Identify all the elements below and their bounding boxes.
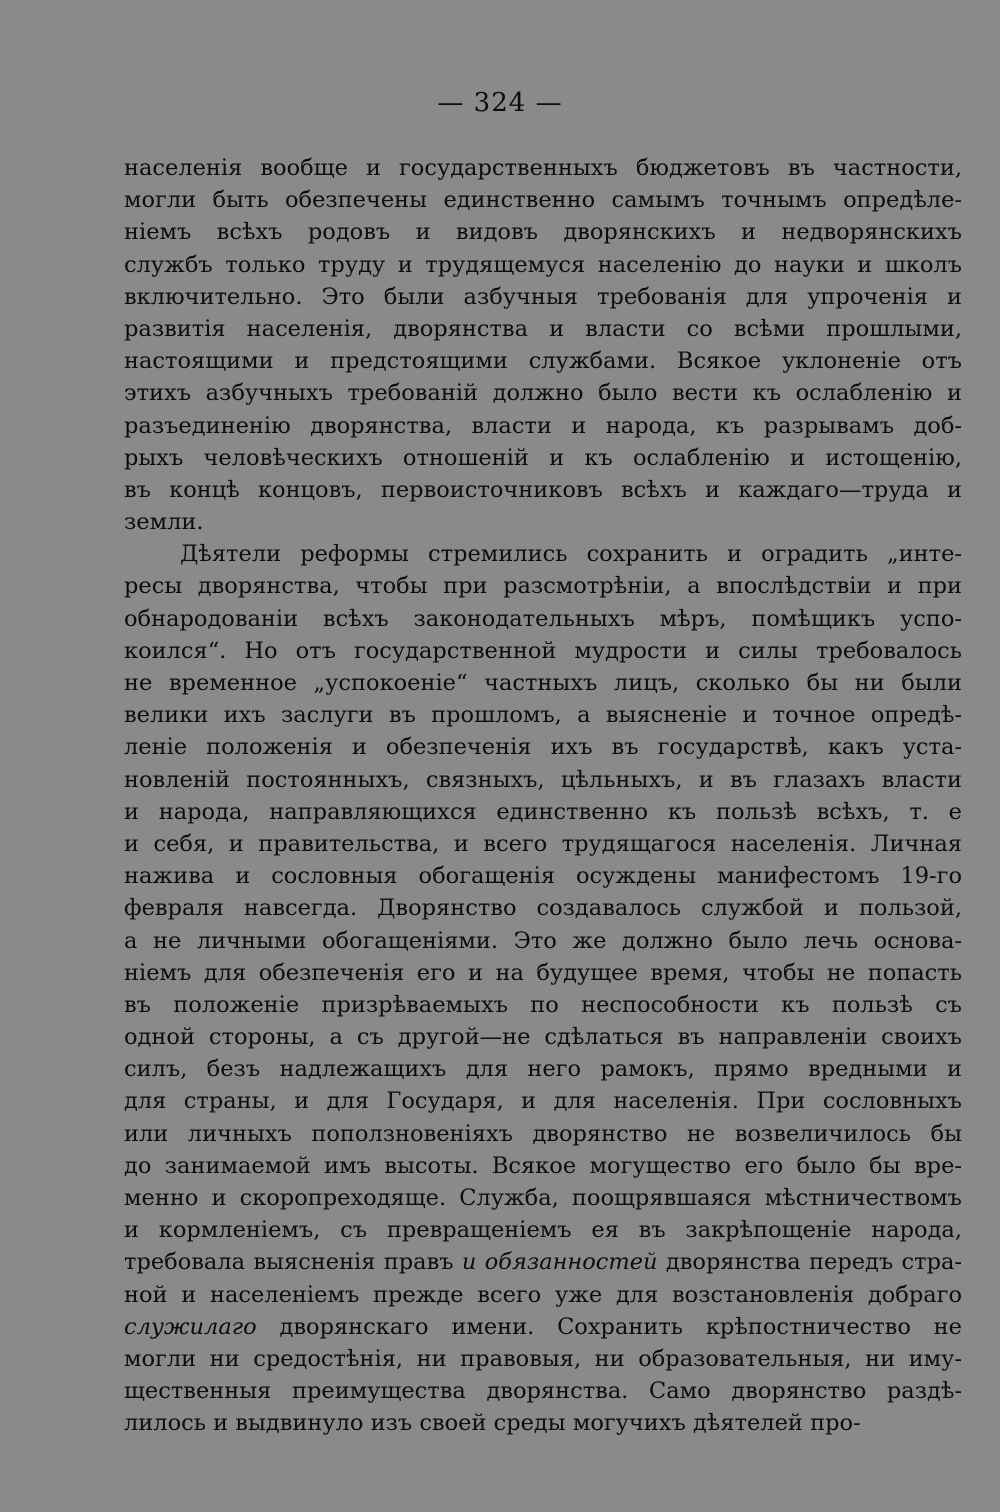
text-segment: одной стороны, а съ другой—не сдѣлаться въ направленіи своихъ bbox=[124, 1024, 962, 1051]
text-segment: разъединенію дворянства, власти и народа, къ разрывамъ доб- bbox=[124, 412, 962, 439]
text-line bbox=[124, 1407, 962, 1439]
italic-text: и обязанностей bbox=[461, 1249, 658, 1276]
text-segment: могли быть обезпечены единственно самымъ точнымъ опредѣле- bbox=[124, 187, 962, 214]
text-line bbox=[124, 1182, 962, 1214]
text-segment: въ положеніе призрѣваемыхъ по неспособности къ пользѣ съ bbox=[124, 991, 962, 1018]
text-line bbox=[124, 249, 962, 281]
text-segment: силъ, безъ надлежащихъ для него рамокъ, прямо вредными и bbox=[124, 1056, 962, 1083]
text-line bbox=[124, 1246, 962, 1278]
text-segment: коился“. Но отъ государственной мудрости и силы требовалось bbox=[124, 637, 962, 664]
text-segment: леніе положенія и обезпеченія ихъ въ государствѣ, какъ уста- bbox=[124, 734, 962, 761]
paragraph bbox=[124, 152, 962, 538]
page-body-text bbox=[124, 152, 962, 1440]
text-line bbox=[124, 313, 962, 345]
text-line bbox=[124, 828, 962, 860]
text-segment: ной и населеніемъ прежде всего уже для возстановленія добраго bbox=[124, 1281, 962, 1308]
text-segment: рыхъ человѣческихъ отношеній и къ ослабленію и истощенію, bbox=[124, 444, 962, 471]
text-segment: лилось и выдвинуло изъ своей среды могучихъ дѣятелей про- bbox=[124, 1410, 861, 1437]
text-line bbox=[124, 1311, 962, 1343]
text-line bbox=[124, 892, 962, 924]
text-line bbox=[124, 442, 962, 474]
text-segment: ніемъ всѣхъ родовъ и видовъ дворянскихъ и недворянскихъ bbox=[124, 219, 962, 246]
text-line bbox=[124, 731, 962, 763]
text-line bbox=[124, 1021, 962, 1053]
text-segment: а не личными обогащеніями. Это же должно было лечь основа- bbox=[124, 927, 962, 954]
text-segment: и себя, и правительства, и всего трудящагося населенія. Личная bbox=[124, 830, 962, 857]
text-segment: не временное „успокоеніе“ частныхъ лицъ, сколько бы ни были bbox=[124, 670, 962, 696]
text-line bbox=[124, 860, 962, 892]
text-line bbox=[124, 699, 962, 731]
text-line bbox=[124, 667, 962, 699]
text-line bbox=[124, 1343, 962, 1375]
text-segment: Дѣятели реформы стремились сохранить и оградить „инте- bbox=[180, 541, 962, 568]
text-segment: въ концѣ концовъ, первоисточниковъ всѣхъ и каждаго—труда и bbox=[124, 476, 962, 503]
text-line bbox=[124, 216, 962, 248]
text-segment: до занимаемой имъ высоты. Всякое могущество его было бы вре- bbox=[124, 1152, 962, 1179]
text-segment: дворянства передъ стра- bbox=[657, 1249, 962, 1276]
text-line bbox=[124, 764, 962, 796]
text-line bbox=[124, 1279, 962, 1311]
text-line bbox=[124, 345, 962, 377]
text-line bbox=[124, 184, 962, 216]
text-segment: и народа, направляющихся единственно къ пользѣ всѣхъ, т. е bbox=[124, 798, 962, 825]
text-segment: населенія вообще и государственныхъ бюджетовъ въ частности, bbox=[124, 155, 962, 181]
text-line bbox=[124, 957, 962, 989]
text-line bbox=[124, 1085, 962, 1117]
text-segment: включительно. Это были азбучныя требованія для упроченія и bbox=[124, 283, 962, 310]
text-line bbox=[124, 410, 962, 442]
text-segment: и кормленіемъ, съ превращеніемъ ея въ закрѣпощеніе народа, bbox=[124, 1217, 962, 1244]
text-line bbox=[124, 474, 962, 506]
text-segment: обнародованіи всѣхъ законодательныхъ мѣръ, помѣщикъ успо- bbox=[124, 605, 962, 632]
text-segment: службъ только труду и трудящемуся населенію до науки и школъ bbox=[124, 251, 962, 278]
text-line bbox=[124, 570, 962, 602]
text-segment: велики ихъ заслуги въ прошломъ, а выясненіе и точное опредѣ- bbox=[124, 702, 962, 729]
text-segment: дворянскаго имени. Сохранить крѣпостничество не bbox=[256, 1313, 962, 1340]
paragraph bbox=[124, 538, 962, 1439]
text-segment: требовала выясненія правъ bbox=[124, 1249, 462, 1276]
text-line bbox=[124, 1053, 962, 1085]
text-line bbox=[124, 1118, 962, 1150]
text-segment: развитія населенія, дворянства и власти со всѣми прошлыми, bbox=[124, 315, 962, 342]
text-segment: новленій постоянныхъ, связныхъ, цѣльныхъ, и въ глазахъ власти bbox=[124, 766, 962, 793]
text-segment: земли. bbox=[124, 509, 204, 536]
text-line bbox=[124, 1150, 962, 1182]
text-line bbox=[124, 603, 962, 635]
text-segment: ресы дворянства, чтобы при разсмотрѣніи, а впослѣдствіи и при bbox=[124, 573, 962, 600]
text-segment: ніемъ для обезпеченія его и на будущее время, чтобы не попасть bbox=[124, 959, 962, 986]
text-segment: нажива и сословныя обогащенія осуждены манифестомъ 19-го bbox=[124, 863, 962, 890]
text-segment: или личныхъ поползновеніяхъ дворянство не возвеличилось бы bbox=[124, 1120, 962, 1147]
text-line bbox=[124, 1375, 962, 1407]
text-line bbox=[124, 538, 962, 570]
text-line bbox=[124, 1214, 962, 1246]
text-line bbox=[124, 506, 962, 538]
text-line bbox=[124, 925, 962, 957]
text-line bbox=[124, 796, 962, 828]
text-segment: менно и скоропреходяще. Служба, поощрявшаяся мѣстничествомъ bbox=[124, 1185, 962, 1211]
italic-text: служилаго bbox=[124, 1313, 257, 1340]
text-segment: этихъ азбучныхъ требованій должно было вести къ ослабленію и bbox=[124, 380, 962, 407]
text-segment: настоящими и предстоящими службами. Всякое уклоненіе отъ bbox=[124, 348, 962, 375]
text-segment: могли ни средостѣнія, ни правовыя, ни образовательныя, ни иму- bbox=[124, 1345, 962, 1372]
text-segment: февраля навсегда. Дворянство создавалось службой и пользой, bbox=[124, 895, 962, 922]
page-number: — 324 — bbox=[437, 88, 563, 118]
text-line bbox=[124, 635, 962, 667]
text-line bbox=[124, 281, 962, 313]
text-line bbox=[124, 989, 962, 1021]
text-line bbox=[124, 152, 962, 184]
text-segment: для страны, и для Государя, и для населенія. При сословныхъ bbox=[124, 1088, 962, 1115]
text-line bbox=[124, 377, 962, 409]
text-segment: щественныя преимущества дворянства. Само дворянство раздѣ- bbox=[124, 1378, 962, 1405]
